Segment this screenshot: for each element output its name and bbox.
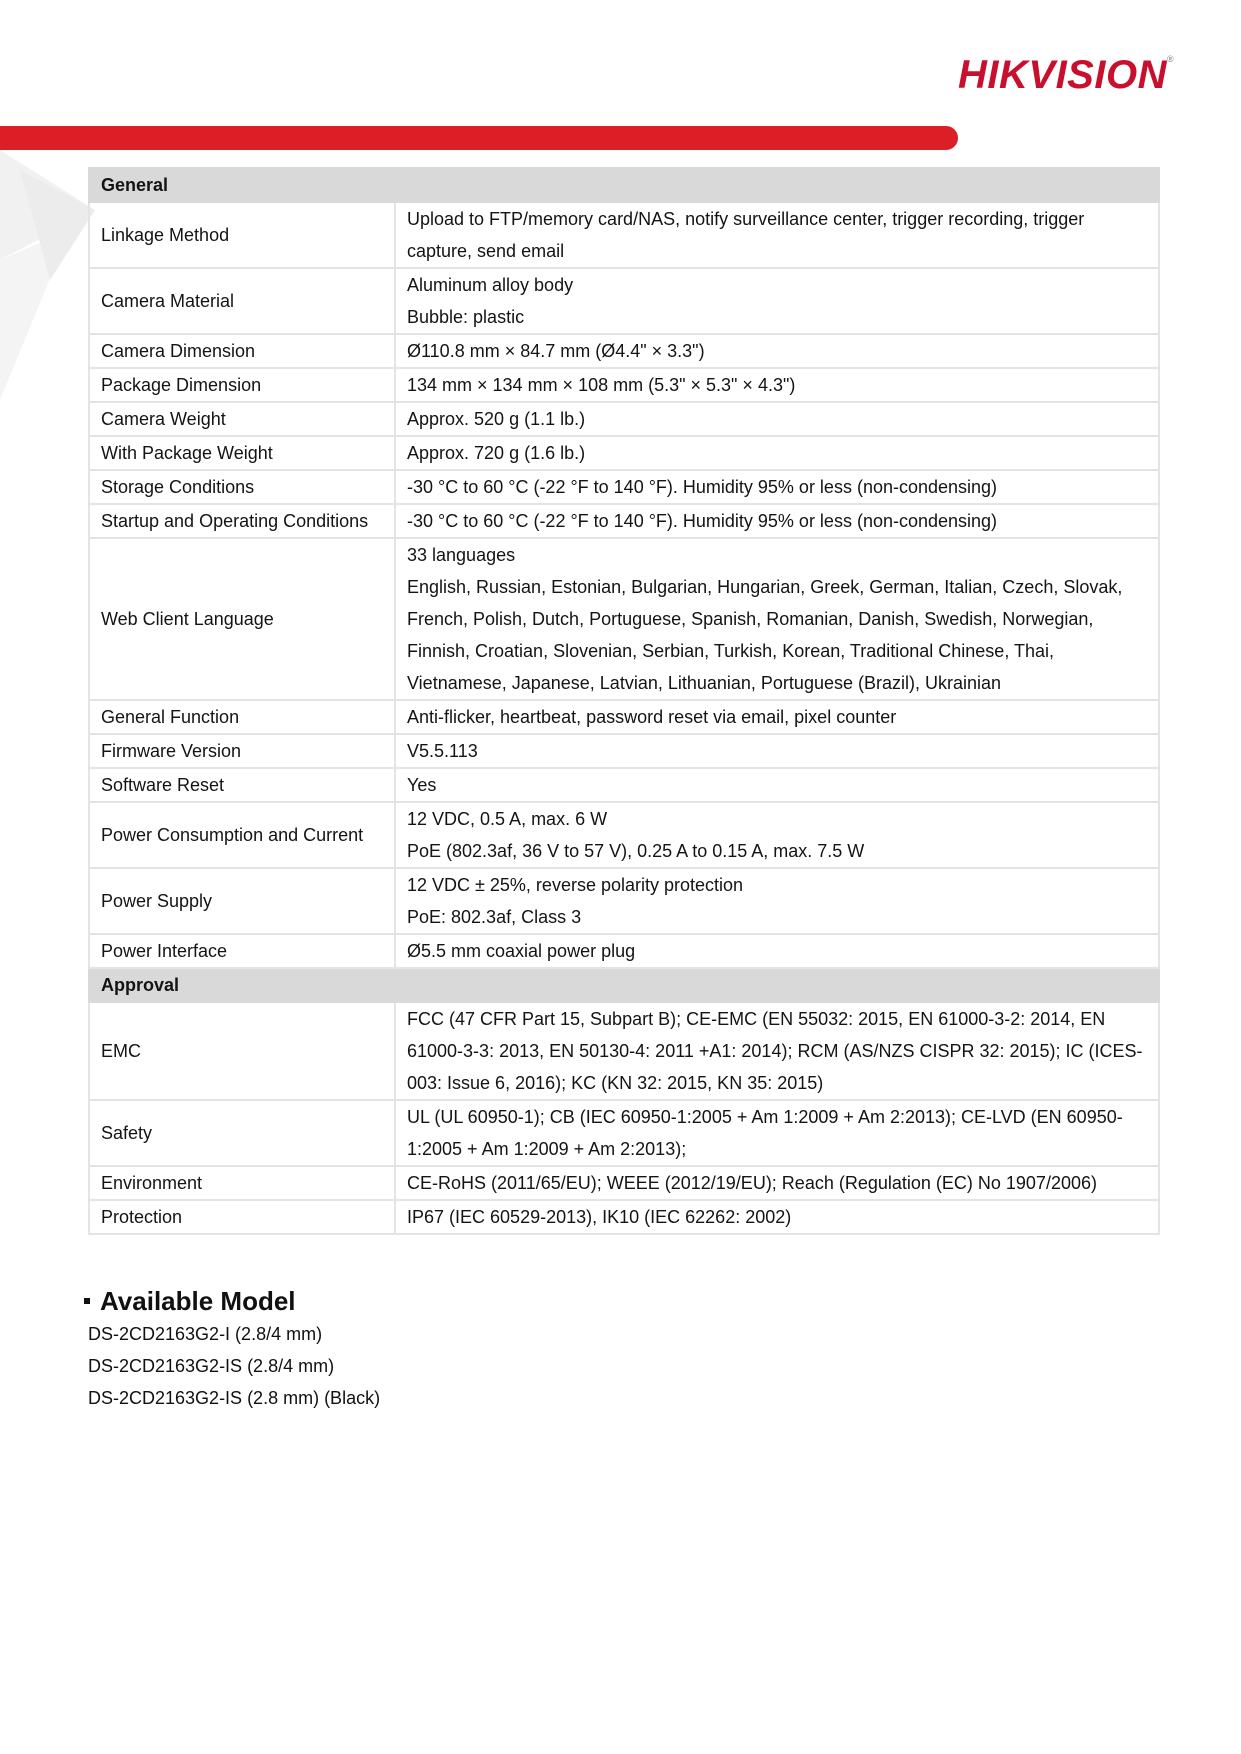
spec-value: [395, 802, 1159, 868]
table-row: [89, 802, 1159, 868]
spec-label: Linkage Method: [89, 202, 395, 268]
spec-label: Protection: [89, 1200, 395, 1234]
spec-value-line: V5.5.113: [407, 741, 478, 761]
spec-label: Environment: [89, 1166, 395, 1200]
table-row: [89, 700, 1159, 734]
spec-value: [395, 1100, 1159, 1166]
spec-value: [395, 334, 1159, 368]
header-red-bar: [0, 126, 958, 150]
spec-label: Power Supply: [89, 868, 395, 934]
spec-value-line: Upload to FTP/memory card/NAS, notify surveillance center, trigger recording, trigger capture, send email: [407, 209, 1085, 261]
section-header-row: [89, 168, 1159, 202]
section-header-row: [89, 968, 1159, 1002]
spec-value: [395, 202, 1159, 268]
spec-label: Software Reset: [89, 768, 395, 802]
spec-value: [395, 868, 1159, 934]
table-row: [89, 868, 1159, 934]
spec-value-line: Bubble: plastic: [407, 307, 525, 327]
spec-label: Camera Material: [89, 268, 395, 334]
model-item: DS-2CD2163G2-IS (2.8/4 mm): [88, 1356, 335, 1376]
spec-value: [395, 734, 1159, 768]
spec-label: Package Dimension: [89, 368, 395, 402]
spec-value-line: Ø110.8 mm × 84.7 mm (Ø4.4" × 3.3"): [407, 341, 705, 361]
spec-value: [395, 1200, 1159, 1234]
spec-label: Startup and Operating Conditions: [89, 504, 395, 538]
spec-value-line: -30 °C to 60 °C (-22 °F to 140 °F). Humidity 95% or less (non-condensing): [407, 511, 998, 531]
spec-value: [395, 504, 1159, 538]
spec-value: [395, 768, 1159, 802]
spec-value: [395, 1002, 1159, 1100]
spec-value: [395, 470, 1159, 504]
spec-value: [395, 1166, 1159, 1200]
spec-value-line: -30 °C to 60 °C (-22 °F to 140 °F). Humidity 95% or less (non-condensing): [407, 477, 998, 497]
table-row: [89, 268, 1159, 334]
spec-label: Firmware Version: [89, 734, 395, 768]
table-row: [89, 402, 1159, 436]
spec-value-line: Aluminum alloy body: [407, 275, 574, 295]
table-row: [89, 436, 1159, 470]
spec-value-line: UL (UL 60950-1); CB (IEC 60950-1:2005 + Am 1:2009 + Am 2:2013); CE-LVD (EN 60950-1:2005 + Am 1:2009 + Am 2:2013);: [407, 1107, 1123, 1159]
table-row: [89, 504, 1159, 538]
table-row: [89, 734, 1159, 768]
table-row: [89, 1002, 1159, 1100]
bullet-icon: [84, 1298, 90, 1304]
spec-value: [395, 934, 1159, 968]
table-row: [89, 1200, 1159, 1234]
spec-label: General Function: [89, 700, 395, 734]
spec-value-line: IP67 (IEC 60529-2013), IK10 (IEC 62262: 2002): [407, 1207, 792, 1227]
table-row: [89, 470, 1159, 504]
spec-value-line: 12 VDC ± 25%, reverse polarity protection: [407, 875, 744, 895]
spec-value-line: Approx. 720 g (1.6 lb.): [407, 443, 586, 463]
table-row: [89, 768, 1159, 802]
table-row: [89, 934, 1159, 968]
spec-value-line: PoE: 802.3af, Class 3: [407, 907, 582, 927]
table-row: [89, 1100, 1159, 1166]
spec-value-line: Ø5.5 mm coaxial power plug: [407, 941, 636, 961]
table-row: [89, 1166, 1159, 1200]
table-row: [89, 334, 1159, 368]
spec-value-line: 134 mm × 134 mm × 108 mm (5.3" × 5.3" × 4.3"): [407, 375, 796, 395]
spec-label: Power Interface: [89, 934, 395, 968]
spec-value-line: English, Russian, Estonian, Bulgarian, Hungarian, Greek, German, Italian, Czech, Slovak, French, Polish, Dutch, Portuguese, Spanish, Romanian, Danish, Swedish, Norwegian, Finnish, Croatian, Slovenian, Serbian, Turkish, Korean, Traditional Chinese, Thai, Vietnamese, Japanese, Latvian, Lithuanian, Portuguese (Brazil), Ukrainian: [407, 577, 1123, 693]
spec-value-line: Yes: [407, 775, 437, 795]
spec-value-line: CE-RoHS (2011/65/EU); WEEE (2012/19/EU); Reach (Regulation (EC) No 1907/2006): [407, 1173, 1097, 1193]
spec-value-line: Anti-flicker, heartbeat, password reset via email, pixel counter: [407, 707, 897, 727]
spec-value-line: PoE (802.3af, 36 V to 57 V), 0.25 A to 0.15 A, max. 7.5 W: [407, 841, 865, 861]
spec-label: Power Consumption and Current: [89, 802, 395, 868]
spec-label: Camera Weight: [89, 402, 395, 436]
brand-logo: HIKVISION®: [958, 53, 1175, 97]
spec-value: [395, 402, 1159, 436]
spec-label: Web Client Language: [89, 538, 395, 700]
spec-label: Safety: [89, 1100, 395, 1166]
spec-label: Camera Dimension: [89, 334, 395, 368]
available-model-section: [84, 1284, 380, 1414]
model-list: [84, 1318, 380, 1414]
spec-value: [395, 436, 1159, 470]
table-row: [89, 368, 1159, 402]
spec-value: [395, 538, 1159, 700]
spec-value-line: 33 languages: [407, 545, 516, 565]
spec-table: [88, 167, 1160, 1235]
available-model-heading: Available Model: [84, 1284, 380, 1318]
spec-value: [395, 368, 1159, 402]
spec-label: EMC: [89, 1002, 395, 1100]
spec-value-line: 12 VDC, 0.5 A, max. 6 W: [407, 809, 608, 829]
model-item: DS-2CD2163G2-IS (2.8 mm) (Black): [88, 1388, 381, 1408]
spec-value-line: FCC (47 CFR Part 15, Subpart B); CE-EMC (EN 55032: 2015, EN 61000-3-2: 2014, EN 61000-3-3: 2013, EN 50130-4: 2011 +A1: 2014); RCM (AS/NZS CISPR 32: 2015); IC (ICES-003: Issue 6, 2016); KC (KN 32: 2015, KN 35: 2015): [407, 1009, 1143, 1093]
spec-label: With Package Weight: [89, 436, 395, 470]
model-item: DS-2CD2163G2-I (2.8/4 mm): [88, 1324, 323, 1344]
table-row: [89, 202, 1159, 268]
spec-value: [395, 700, 1159, 734]
section-title: General: [89, 168, 1159, 202]
spec-value: [395, 268, 1159, 334]
table-row: [89, 538, 1159, 700]
spec-label: Storage Conditions: [89, 470, 395, 504]
decorative-triangles: [0, 150, 95, 400]
spec-value-line: Approx. 520 g (1.1 lb.): [407, 409, 586, 429]
section-title: Approval: [89, 968, 1159, 1002]
